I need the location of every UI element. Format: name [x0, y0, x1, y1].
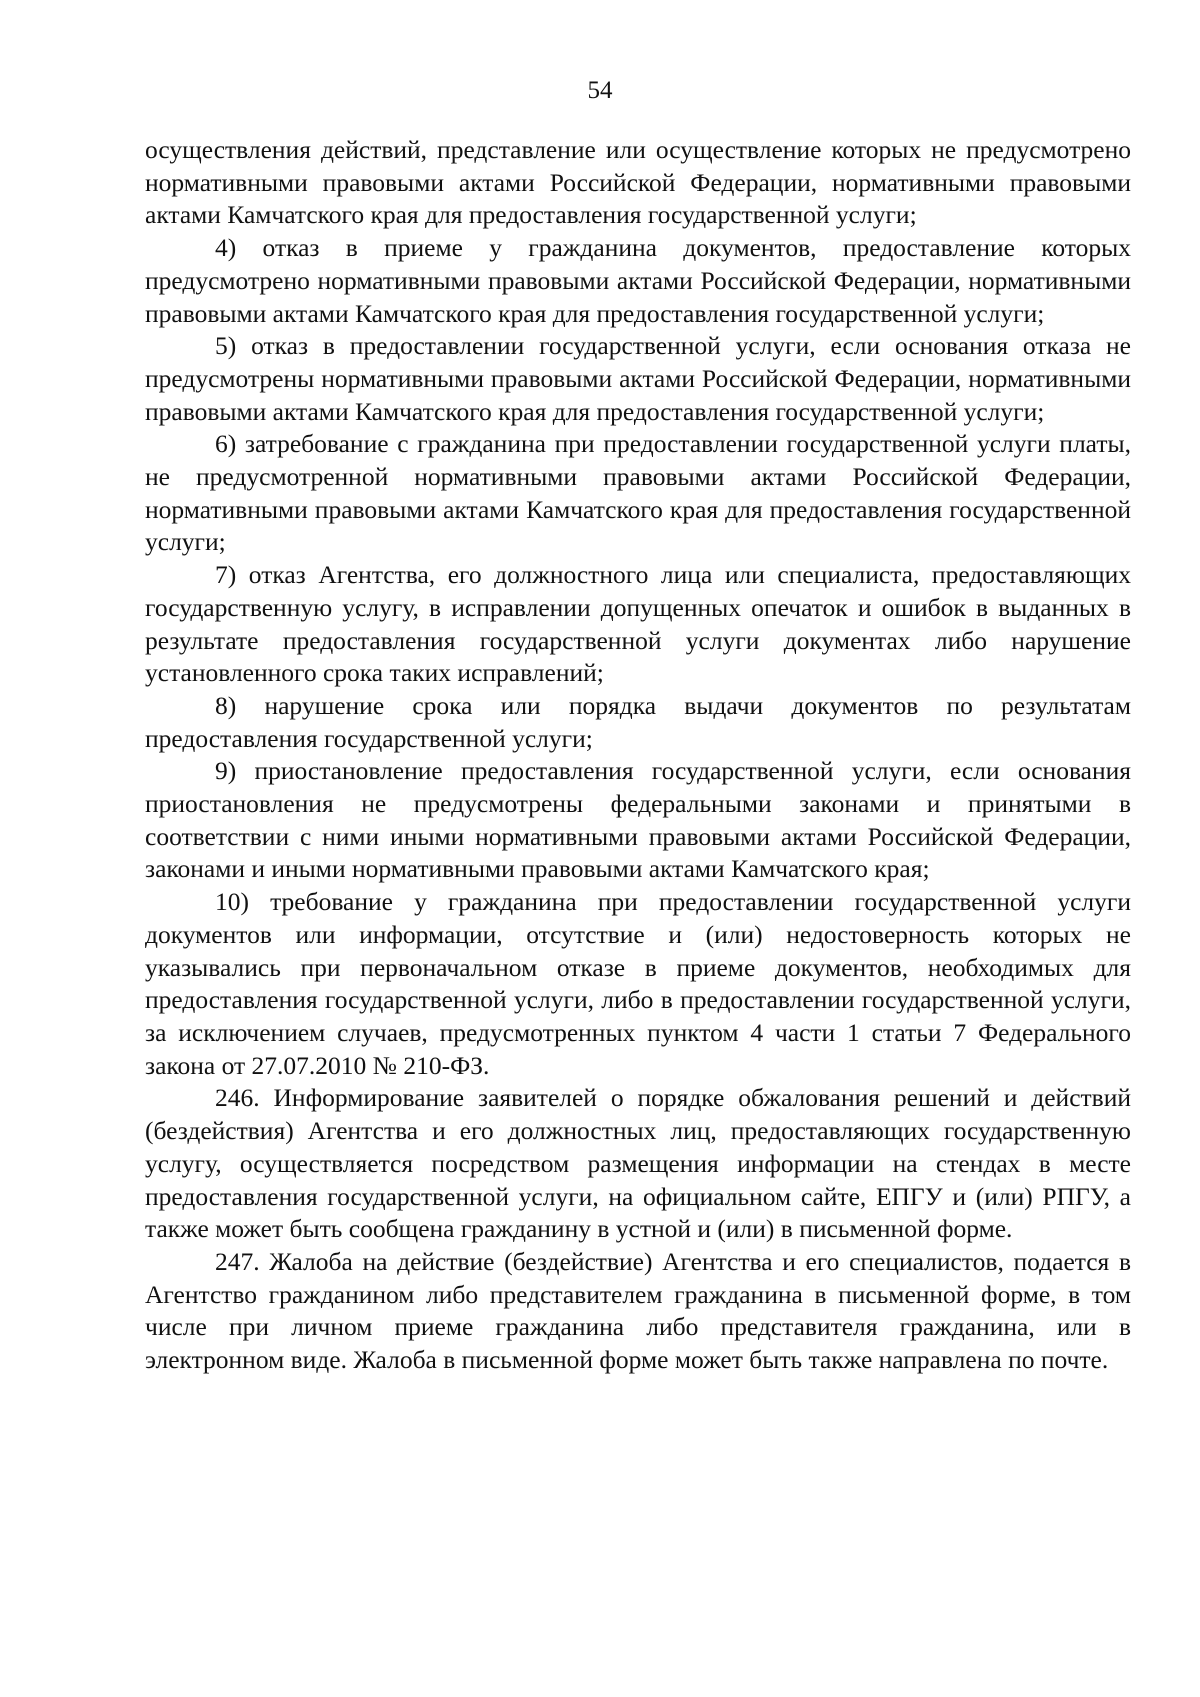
list-item-8: 8) нарушение срока или порядка выдачи документов по результатам предоставления государственной услуги; — [145, 690, 1131, 753]
page-number: 54 — [587, 77, 613, 104]
document-body — [145, 134, 1131, 1377]
list-item-5: 5) отказ в предоставлении государственной услуги, если основания отказа не предусмотрены нормативными правовыми актами Российской Федерации, нормативными правовыми актами Камчатского края для предоставления государственной услуги; — [145, 331, 1131, 426]
list-item-6: 6) затребование с гражданина при предоставлении государственной услуги платы, не предусмотренной нормативными правовыми актами Российской Федерации, нормативными правовыми актами Камчатского края для предоставления государственной услуги; — [145, 429, 1131, 557]
paragraph-continuation: осуществления действий, представление или осуществление которых не предусмотрено нормативными правовыми актами Российской Федерации, нормативными правовыми актами Камчатского края для предоставления государственной услуги; — [145, 135, 1131, 230]
list-item-10: 10) требование у гражданина при предоставлении государственной услуги документов или информации, отсутствие и (или) недостоверность которых не указывались при первоначальном отказе в приеме документов, необходимых для предоставления государственной услуги, либо в предоставлении государственной услуги, за исключением случаев, предусмотренных пунктом 4 части 1 статьи 7 Федерального закона от 27.07.2010 № 210-ФЗ. — [145, 887, 1131, 1080]
clause-247: 247. Жалоба на действие (бездействие) Агентства и его специалистов, подается в Агентство гражданином либо представителем гражданина в письменной форме, в том числе при личном приеме гражданина либо представителя гражданина, или в электронном виде. Жалоба в письменной форме может быть также направлена по почте. — [145, 1246, 1131, 1375]
clause-246: 246. Информирование заявителей о порядке обжалования решений и действий (бездействия) Агентства и его должностных лиц, предоставляющих государственную услугу, осуществляется посредством размещения информации на стендах в месте предоставления государственной услуги, на официальном сайте, ЕПГУ и (или) РПГУ, а также может быть сообщена гражданину в устной и (или) в письменной форме. — [145, 1083, 1131, 1244]
list-item-9: 9) приостановление предоставления государственной услуги, если основания приостановления не предусмотрены федеральными законами и принятыми в соответствии с ними иными нормативными правовыми актами Российской Федерации, законами и иными нормативными правовыми актами Камчатского края; — [145, 756, 1131, 884]
list-item-7: 7) отказ Агентства, его должностного лица или специалиста, предоставляющих государственную услугу, в исправлении допущенных опечаток и ошибок в выданных в результате предоставления государственной услуги документах либо нарушение установленного срока таких исправлений; — [145, 560, 1131, 688]
list-item-4: 4) отказ в приеме у гражданина документов, предоставление которых предусмотрено нормативными правовыми актами Российской Федерации, нормативными правовыми актами Камчатского края для предоставления государственной услуги; — [145, 233, 1131, 328]
